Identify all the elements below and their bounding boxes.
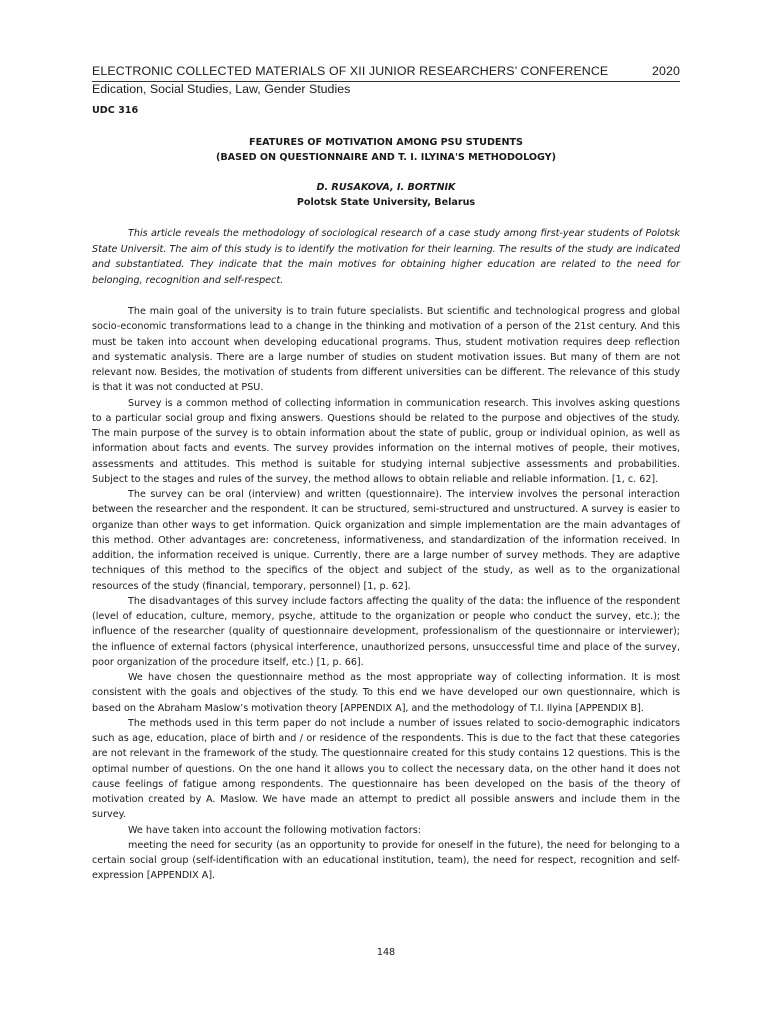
udc-code: UDC 316 xyxy=(92,105,139,116)
paragraph-1: The main goal of the university is to train future specialists. But scientific and technological progress and global socio-economic transformations lead to a change in the thinking and motivation of a person of the 21st century. And this must be taken into account when developing educational programs. Thus, student motivation requires deep reflection and systematic analysis. There are a large number of studies on student motivation issues. But many of them are not relevant now. Besides, the motivation of students from different universities can be different. The relevance of this study is that it was not conducted at PSU. xyxy=(92,306,680,394)
paragraph-5: We have chosen the questionnaire method as the most appropriate way of collecting information. It is most consistent with the goals and objectives of the study. To this end we have developed our own questionnaire, which is based on the Abraham Maslow’s motivation theory [APPENDIX A], and the methodology of T.I. Ilyina [APPENDIX B]. xyxy=(92,672,680,714)
page-number: 148 xyxy=(376,947,396,958)
section-title: Edication, Social Studies, Law, Gender Studies xyxy=(92,82,351,96)
paragraph-8: meeting the need for security (as an opportunity to provide for oneself in the future), the need for belonging to a certain social group (self-identification with an educational institution, team), the need for respect, recognition and self-expression [APPENDIX A]. xyxy=(92,839,680,882)
affiliation: Polotsk State University, Belarus xyxy=(296,197,476,208)
paragraph-2: Survey is a common method of collecting information in communication research. This involves asking questions to a particular social group and fixing answers. Questions should be related to the purpose and objectives of the study. The main purpose of the survey is to obtain information about the state of public, group or individual opinion, as well as information about facts and events. The survey provides information on the internal motives of people, their motives, assessments and attitudes. This method is suitable for studying internal subjective assessments and probabilities. Subject to the stages and rules of the survey, the method allows to obtain reliable and reliable information. [1, c. 62]. xyxy=(92,397,680,485)
abstract: This article reveals the methodology of sociological research of a case study among first-year students of Polotsk State Universit. The aim of this study is to identify the motivation for their learning. The results of the study are indicated and substantiated. They indicate that the main motives for obtaining higher education are related to the need for belonging, recognition and self-respect. xyxy=(92,228,680,286)
article-title-line-2: (BASED ON QUESTIONNAIRE AND T. I. ILYINA'S METHODOLOGY) xyxy=(215,152,557,163)
article-title-line-1: FEATURES OF MOTIVATION AMONG PSU STUDENTS xyxy=(249,137,523,148)
article-body xyxy=(92,304,680,884)
paragraph-4: The disadvantages of this survey include factors affecting the quality of the data: the influence of the respondent (level of education, culture, memory, psyche, attitude to the organization or people who conduct the survey, etc.); the influence of the researcher (quality of questionnaire development, professionalism of the questionnaire or interviewer); the influence of external factors (physical interference, unauthorized persons, unsuccessful time and place of the survey, poor organization of the procedure itself, etc.) [1, p. 66]. xyxy=(92,595,680,668)
paragraph-7: We have taken into account the following motivation factors: xyxy=(128,824,421,836)
paragraph-6: The methods used in this term paper do not include a number of issues related to socio-demographic indicators such as age, education, place of birth and / or residence of the respondents. This is due to the fact that these categories are not relevant in the framework of the study. The questionnaire created for this study contains 12 questions. This is the optimal number of questions. On the one hand it allows you to collect the necessary data, on the other hand it does not cause feelings of fatigue among respondents. The questionnaire has been developed on the basis of the theory of motivation created by A. Maslow. We have made an attempt to predict all possible answers and include them in the survey. xyxy=(92,717,680,821)
paragraph-3: The survey can be oral (interview) and written (questionnaire). The interview involves the personal interaction between the researcher and the respondent. It can be structured, semi-structured and unstructured. A survey is easier to organize than other ways to get information. Quick organization and simple implementation are the main advantages of this method. Other advantages are: concreteness, informativeness, and standardization of the information received. In addition, the information received is unique. Currently, there are a large number of survey methods. They are adaptive techniques of this method to the specifics of the object and subject of the study, as well as to the organizational resources of the study (financial, temporary, personnel) [1, p. 62]. xyxy=(92,489,680,592)
authors: D. RUSAKOVA, I. BORTNIK xyxy=(316,182,456,193)
conference-year: 2020 xyxy=(652,64,680,78)
conference-title: ELECTRONIC COLLECTED MATERIALS OF XII JUNIOR RESEARCHERS’ CONFERENCE xyxy=(92,64,609,78)
running-header xyxy=(92,64,680,78)
